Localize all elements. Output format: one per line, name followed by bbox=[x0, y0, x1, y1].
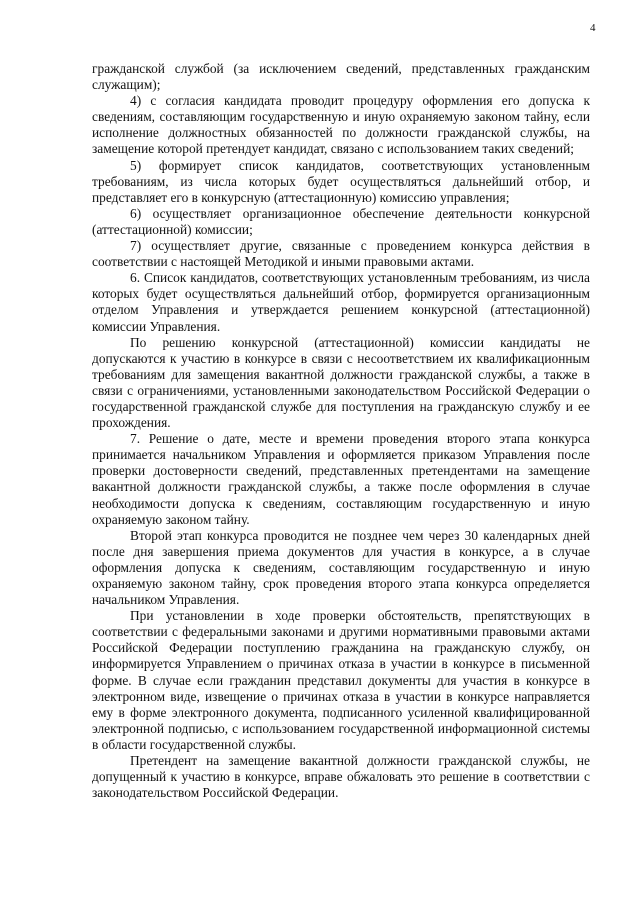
paragraph-appeal-right: Претендент на замещение вакантной должности гражданской службы, не допущенный к участию в конкурсе, вправе обжаловать это решение в соответствии с законодательством Российской Федерации. bbox=[92, 753, 590, 801]
paragraph-second-stage: Второй этап конкурса проводится не позднее чем через 30 календарных дней после дня завершения приема документов для участия в конкурсе, а в случае оформления допуска к сведениям, составляющим государственную и иную охраняемую законом тайну, срок проведения второго этапа конкурса определяется начальником Управления. bbox=[92, 527, 590, 608]
paragraph-item-4: 4) с согласия кандидата проводит процедуру оформления его допуска к сведениям, составляющим государственную и иную охраняемую законом тайну, если исполнение должностных обязанностей по должности гражданской службы, на замещение которой претендует кандидат, связано с использованием таких сведений; bbox=[92, 93, 590, 157]
document-body bbox=[92, 61, 590, 801]
paragraph-item-5: 5) формирует список кандидатов, соответствующих установленным требованиям, из числа которых будет осуществляться дальнейший отбор, и представляет его в конкурсную (аттестационную) комиссию управления; bbox=[92, 157, 590, 205]
paragraph-section-6: 6. Список кандидатов, соответствующих установленным требованиям, из числа которых будет осуществляться дальнейший отбор, формируется организационным отделом Управления и утверждается решением конкурсной (аттестационной) комиссии Управления. bbox=[92, 270, 590, 334]
page-number: 4 bbox=[590, 22, 596, 34]
paragraph-continuation: гражданской службой (за исключением сведений, представленных гражданским служащим); bbox=[92, 61, 590, 93]
paragraph-item-7: 7) осуществляет другие, связанные с проведением конкурса действия в соответствии с настоящей Методикой и иными правовыми актами. bbox=[92, 238, 590, 270]
paragraph-commission-decision: По решению конкурсной (аттестационной) комиссии кандидаты не допускаются к участию в конкурсе в связи с несоответствием их квалификационным требованиям для замещения вакантной должности гражданской службы, а также в связи с ограничениями, установленными законодательством Российской Федерации о государственной гражданской службе для поступления на гражданскую службу и ее прохождения. bbox=[92, 334, 590, 431]
paragraph-section-7: 7. Решение о дате, месте и времени проведения второго этапа конкурса принимается начальником Управления и оформляется приказом Управления после проверки достоверности сведений, представленных претендентами на замещение вакантной должности гражданской службы, а также после оформления в случае необходимости допуска к сведениям, составляющим государственную и иную охраняемую законом тайну. bbox=[92, 431, 590, 527]
paragraph-refusal-notice: При установлении в ходе проверки обстоятельств, препятствующих в соответствии с федеральными законами и другими нормативными правовыми актами Российской Федерации поступлению гражданина на гражданскую службу, он информируется Управлением о причинах отказа в участии в конкурсе в письменной форме. В случае если гражданин представил документы для участия в конкурсе в электронном виде, извещение о причинах отказа в участии в конкурсе направляется ему в форме электронного документа, подписанного усиленной квалифицированной электронной подписью, с использованием государственной информационной системы в области государственной службы. bbox=[92, 608, 590, 752]
paragraph-item-6: 6) осуществляет организационное обеспечение деятельности конкурсной (аттестационной) комиссии; bbox=[92, 205, 590, 237]
